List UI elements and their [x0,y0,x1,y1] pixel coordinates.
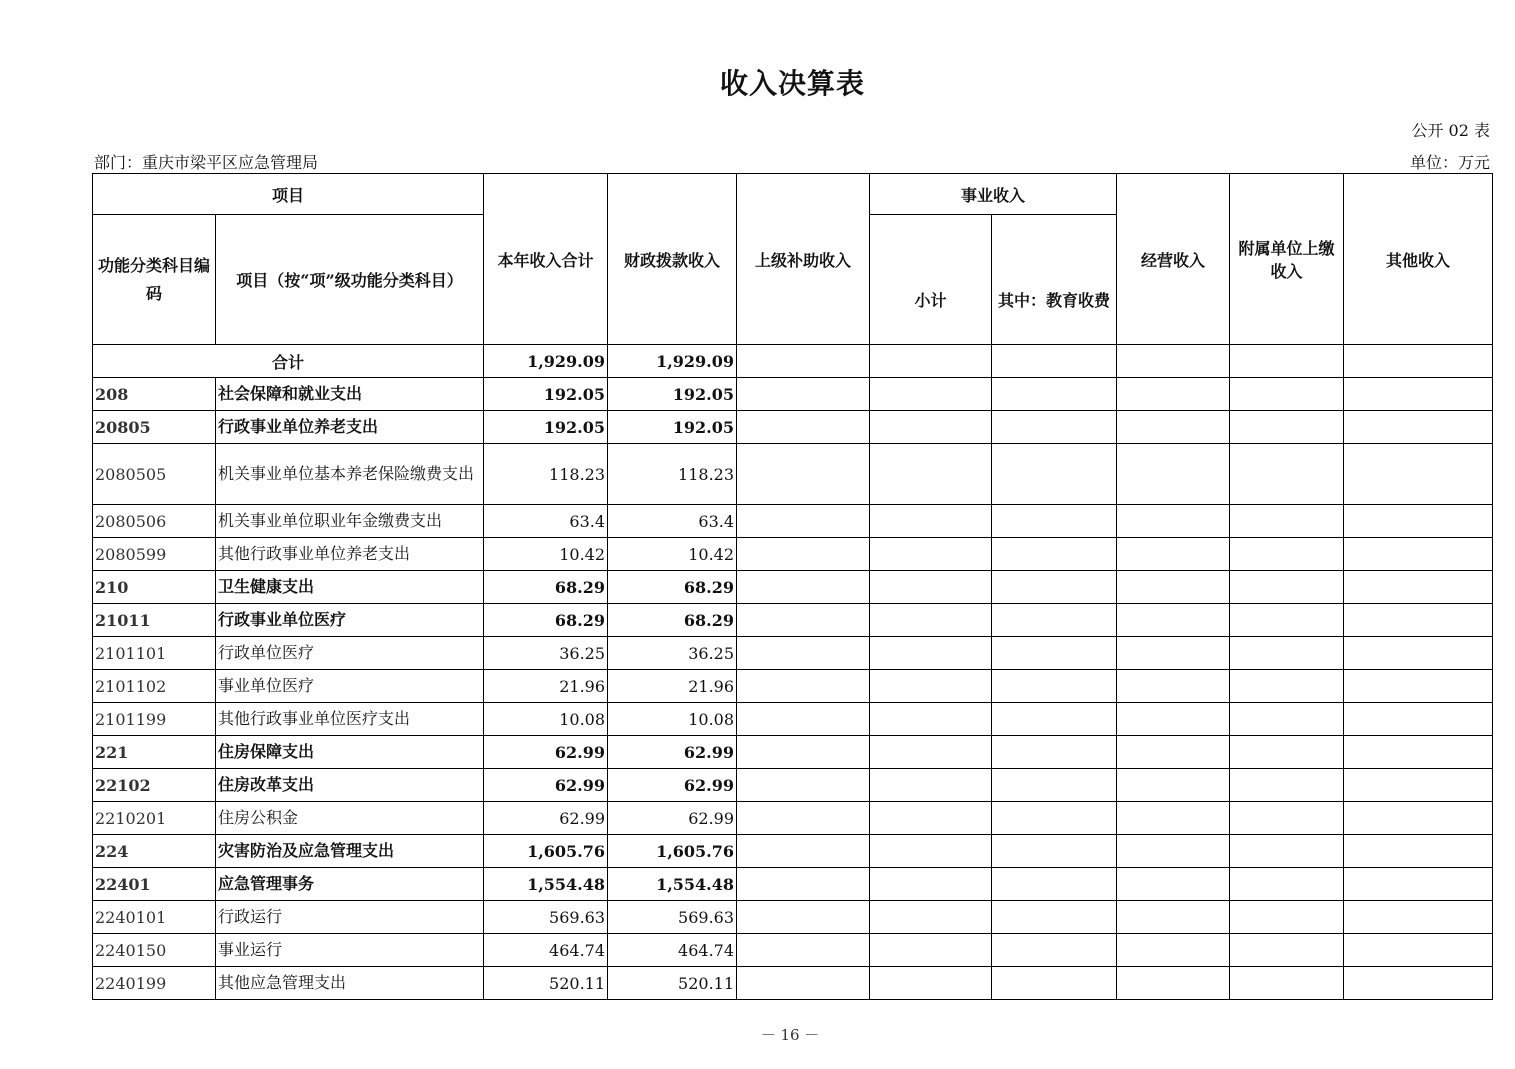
empty-cell [737,411,870,444]
table-row [93,736,1493,769]
row-name: 其他应急管理支出 [216,967,484,1000]
row-code: 21011 [93,604,216,637]
empty-cell [992,444,1117,505]
row-name: 机关事业单位职业年金缴费支出 [216,505,484,538]
row-name: 住房改革支出 [216,769,484,802]
unit-label: 单位：万元 [1409,153,1490,172]
empty-cell [1117,538,1230,571]
row-fiscal: 68.29 [608,571,737,604]
row-total: 1,554.48 [484,868,608,901]
row-total: 118.23 [484,444,608,505]
empty-cell [992,538,1117,571]
empty-cell [992,505,1117,538]
empty-cell [1117,934,1230,967]
empty-cell [1344,967,1493,1000]
row-name: 住房保障支出 [216,736,484,769]
empty-cell [737,604,870,637]
department-label: 部门：重庆市梁平区应急管理局 [94,153,319,172]
row-name: 应急管理事务 [216,868,484,901]
header-operating: 经营收入 [1117,174,1230,345]
row-total: 192.05 [484,411,608,444]
empty-cell [1117,670,1230,703]
table-row [93,703,1493,736]
row-total: 62.99 [484,802,608,835]
empty-cell [1230,769,1344,802]
empty-cell [737,538,870,571]
row-code: 2210201 [93,802,216,835]
row-total: 62.99 [484,736,608,769]
header-fiscal: 财政拨款收入 [608,174,737,345]
empty-cell [992,901,1117,934]
row-code: 2080505 [93,444,216,505]
empty-cell [737,505,870,538]
table-row [93,802,1493,835]
row-code: 22102 [93,769,216,802]
row-code: 20805 [93,411,216,444]
empty-cell [992,703,1117,736]
row-fiscal: 520.11 [608,967,737,1000]
row-code: 224 [93,835,216,868]
row-total: 1,605.76 [484,835,608,868]
table-row [93,637,1493,670]
row-fiscal: 10.42 [608,538,737,571]
empty-cell [1230,901,1344,934]
row-fiscal: 192.05 [608,411,737,444]
empty-cell [1344,802,1493,835]
empty-cell [1230,637,1344,670]
row-name: 其他行政事业单位医疗支出 [216,703,484,736]
row-fiscal: 36.25 [608,637,737,670]
empty-cell [737,769,870,802]
empty-cell [870,868,992,901]
empty-cell [737,967,870,1000]
empty-cell [1117,967,1230,1000]
total-label: 合计 [93,345,484,378]
total-fiscal-value: 1,929.09 [608,345,737,378]
row-code: 2080506 [93,505,216,538]
empty-cell [1117,411,1230,444]
empty-cell [870,411,992,444]
empty-cell [992,835,1117,868]
row-name: 其他行政事业单位养老支出 [216,538,484,571]
empty-cell [737,444,870,505]
row-name: 行政运行 [216,901,484,934]
header-other: 其他收入 [1344,174,1493,345]
empty-cell [1344,378,1493,411]
empty-cell [870,571,992,604]
row-total: 68.29 [484,571,608,604]
header-item-name: 项目（按“项”级功能分类科目） [216,215,484,345]
page-number: － 16 － [760,1026,820,1044]
empty-cell [1230,835,1344,868]
table-row [93,604,1493,637]
empty-cell [1344,670,1493,703]
row-total: 36.25 [484,637,608,670]
row-name: 机关事业单位基本养老保险缴费支出 [216,444,484,505]
empty-cell [1344,769,1493,802]
total-row [93,345,1493,378]
header-func-code: 功能分类科目编码 [93,215,216,345]
empty-cell [1344,571,1493,604]
empty-cell [1117,378,1230,411]
empty-cell [870,703,992,736]
row-total: 464.74 [484,934,608,967]
empty-cell [1117,769,1230,802]
table-row [93,670,1493,703]
header-affiliated: 附属单位上缴收入 [1230,174,1344,345]
row-name: 住房公积金 [216,802,484,835]
empty-cell [870,637,992,670]
table-row [93,571,1493,604]
row-name: 事业单位医疗 [216,670,484,703]
table-row [93,967,1493,1000]
row-fiscal: 62.99 [608,736,737,769]
empty-cell [737,736,870,769]
empty-cell [1117,571,1230,604]
empty-cell [1344,703,1493,736]
empty-cell [1117,444,1230,505]
row-fiscal: 10.08 [608,703,737,736]
header-education-fee: 其中：教育收费 [992,215,1117,345]
empty-cell [1117,802,1230,835]
row-code: 2101102 [93,670,216,703]
row-total: 10.08 [484,703,608,736]
empty-cell [992,967,1117,1000]
table-row [93,538,1493,571]
empty-cell [1230,538,1344,571]
row-fiscal: 62.99 [608,802,737,835]
row-name: 行政事业单位医疗 [216,604,484,637]
header-total-income: 本年收入合计 [484,174,608,345]
empty-cell [737,901,870,934]
row-fiscal: 192.05 [608,378,737,411]
empty-cell [870,378,992,411]
empty-cell [870,538,992,571]
row-fiscal: 63.4 [608,505,737,538]
empty-cell [1117,736,1230,769]
empty-cell [1344,505,1493,538]
empty-cell [992,868,1117,901]
empty-cell [992,411,1117,444]
row-code: 2240150 [93,934,216,967]
empty-cell [1230,378,1344,411]
empty-cell [737,934,870,967]
empty-cell [992,769,1117,802]
row-code: 22401 [93,868,216,901]
empty-cell [1117,901,1230,934]
row-total: 21.96 [484,670,608,703]
empty-cell [1117,637,1230,670]
income-settlement-table [92,173,1493,1000]
empty-cell [870,835,992,868]
empty-cell [1230,934,1344,967]
header-superior-subsidy: 上级补助收入 [737,174,870,345]
empty-cell [1344,868,1493,901]
empty-cell [737,670,870,703]
empty-cell [1230,505,1344,538]
table-row [93,934,1493,967]
row-fiscal: 569.63 [608,901,737,934]
empty-cell [737,703,870,736]
empty-cell [1344,444,1493,505]
empty-cell [1117,868,1230,901]
empty-cell [737,571,870,604]
empty-cell [1344,637,1493,670]
empty-cell [1344,604,1493,637]
row-name: 事业运行 [216,934,484,967]
table-row [93,444,1493,505]
empty-cell [992,934,1117,967]
empty-cell [870,967,992,1000]
empty-cell [992,670,1117,703]
table-row [93,868,1493,901]
row-code: 2080599 [93,538,216,571]
empty-cell [870,736,992,769]
empty-cell [1117,703,1230,736]
row-total: 10.42 [484,538,608,571]
total-income-value: 1,929.09 [484,345,608,378]
row-name: 灾害防治及应急管理支出 [216,835,484,868]
empty-cell [1230,736,1344,769]
row-total: 68.29 [484,604,608,637]
empty-cell [870,802,992,835]
row-code: 2240101 [93,901,216,934]
page-title: 收入决算表 [719,67,865,100]
empty-cell [992,637,1117,670]
form-number: 公开 02 表 [1411,121,1490,140]
row-code: 2101101 [93,637,216,670]
empty-cell [1344,538,1493,571]
empty-cell [992,802,1117,835]
header-business-group: 事业收入 [870,174,1117,215]
row-fiscal: 1,605.76 [608,835,737,868]
row-name: 卫生健康支出 [216,571,484,604]
empty-cell [1230,868,1344,901]
row-code: 2240199 [93,967,216,1000]
empty-cell [1230,604,1344,637]
empty-cell [737,802,870,835]
empty-cell [870,769,992,802]
row-fiscal: 464.74 [608,934,737,967]
empty-cell [870,505,992,538]
empty-cell [1344,901,1493,934]
empty-cell [1230,444,1344,505]
empty-cell [1344,835,1493,868]
empty-cell [1230,670,1344,703]
empty-cell [1117,505,1230,538]
table-row [93,505,1493,538]
table-row [93,769,1493,802]
row-total: 63.4 [484,505,608,538]
row-fiscal: 118.23 [608,444,737,505]
header-subtotal: 小计 [870,215,992,345]
empty-cell [1344,736,1493,769]
empty-cell [1230,411,1344,444]
empty-cell [992,604,1117,637]
row-code: 2101199 [93,703,216,736]
row-code: 221 [93,736,216,769]
empty-cell [737,637,870,670]
table-row [93,411,1493,444]
row-fiscal: 62.99 [608,769,737,802]
empty-cell [1230,967,1344,1000]
row-total: 569.63 [484,901,608,934]
empty-cell [870,934,992,967]
empty-cell [1344,411,1493,444]
row-total: 62.99 [484,769,608,802]
empty-cell [1230,571,1344,604]
table-row [93,835,1493,868]
empty-cell [1117,835,1230,868]
empty-cell [870,444,992,505]
row-name: 行政单位医疗 [216,637,484,670]
empty-cell [737,835,870,868]
empty-cell [870,604,992,637]
row-code: 210 [93,571,216,604]
empty-cell [1117,604,1230,637]
empty-cell [737,378,870,411]
row-total: 520.11 [484,967,608,1000]
row-name: 行政事业单位养老支出 [216,411,484,444]
empty-cell [1230,802,1344,835]
row-code: 208 [93,378,216,411]
table-row [93,378,1493,411]
row-name: 社会保障和就业支出 [216,378,484,411]
empty-cell [992,378,1117,411]
empty-cell [992,736,1117,769]
empty-cell [870,901,992,934]
empty-cell [992,571,1117,604]
row-fiscal: 21.96 [608,670,737,703]
empty-cell [870,670,992,703]
empty-cell [1230,703,1344,736]
empty-cell [737,868,870,901]
empty-cell [1344,934,1493,967]
row-total: 192.05 [484,378,608,411]
table-row [93,901,1493,934]
row-fiscal: 1,554.48 [608,868,737,901]
header-item-group: 项目 [93,174,484,215]
row-fiscal: 68.29 [608,604,737,637]
